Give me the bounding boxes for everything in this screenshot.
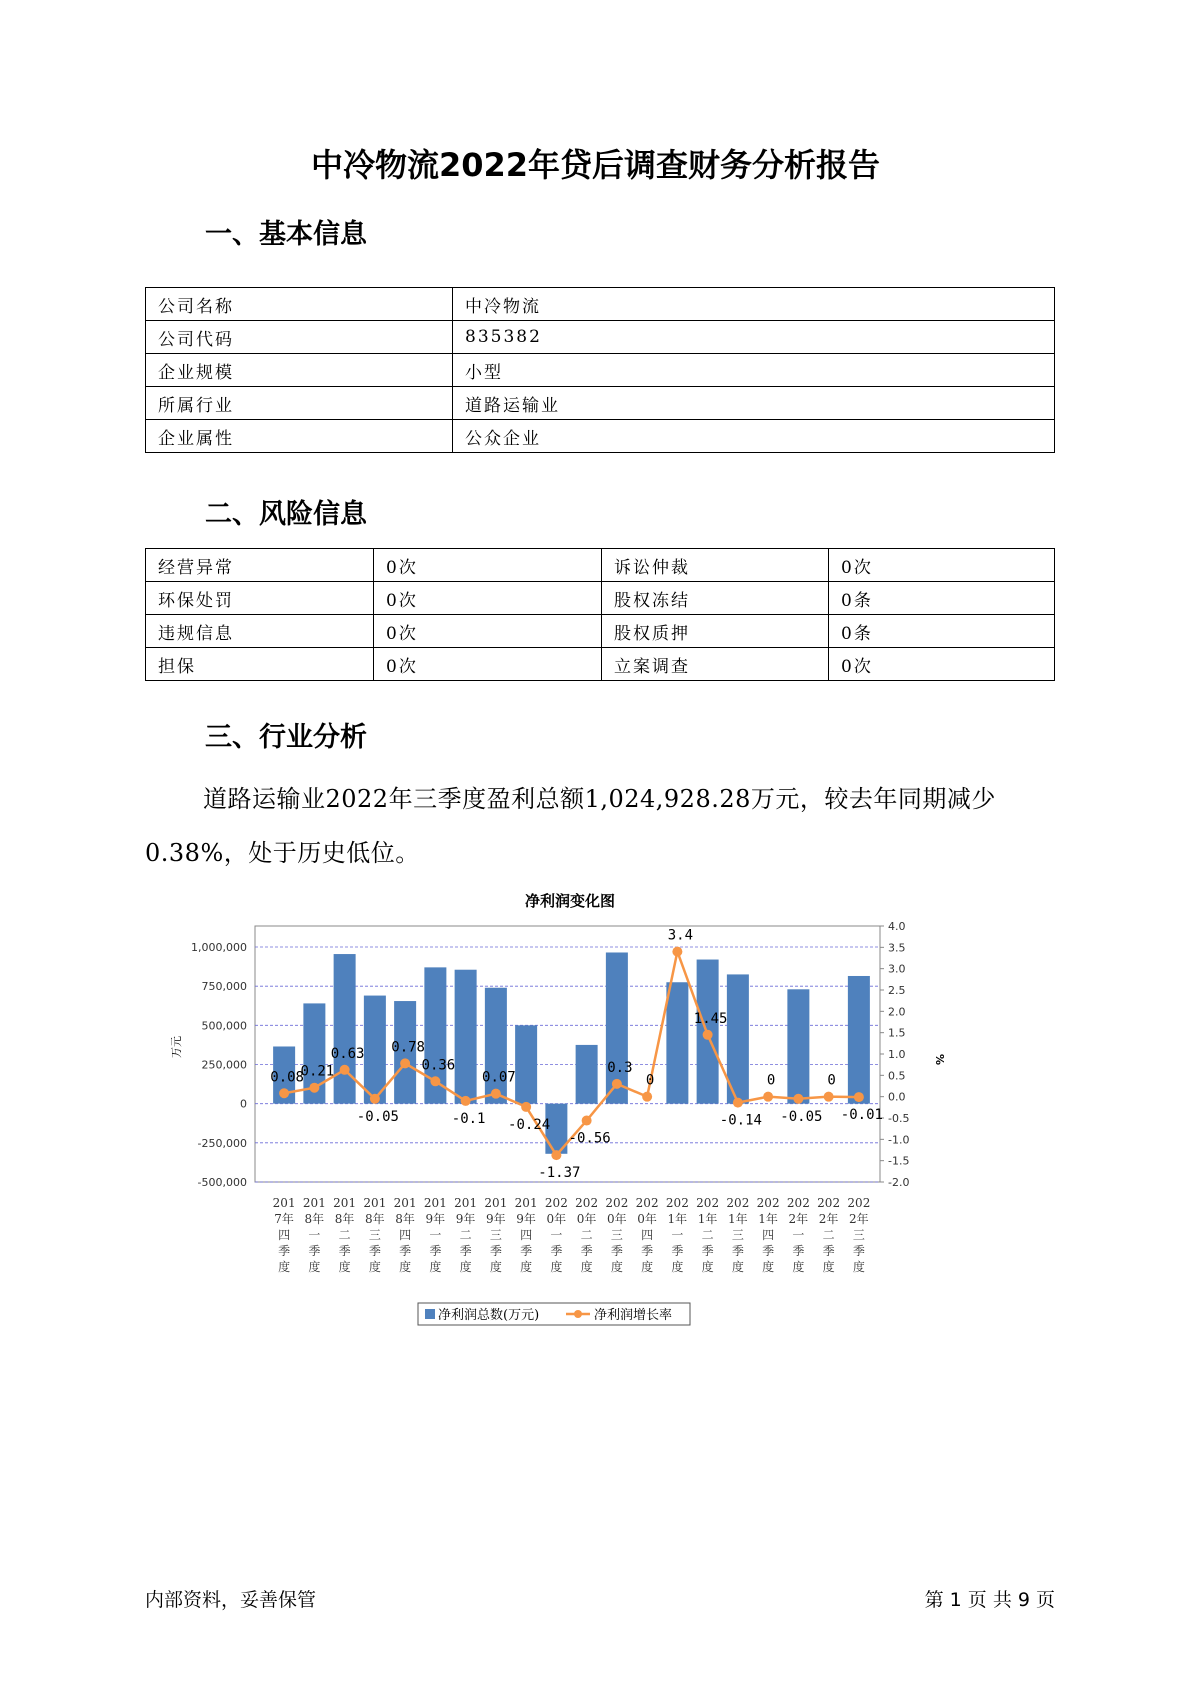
x-tick-label: 0年 [637, 1212, 657, 1226]
growth-data-label: 0.07 [482, 1069, 516, 1086]
growth-data-label: 0 [766, 1072, 776, 1089]
y-tick-label: 1,000,000 [191, 941, 247, 954]
x-tick-label: 季 [731, 1244, 744, 1258]
x-tick-label: 三 [368, 1228, 381, 1242]
x-tick-label: 三 [489, 1228, 502, 1242]
field-value: 中冷物流 [453, 288, 1055, 321]
field-value: 道路运输业 [453, 387, 1055, 420]
x-tick-label: 7年 [274, 1212, 294, 1226]
x-tick-label: 2年 [818, 1212, 839, 1226]
x-tick-label: 度 [610, 1260, 623, 1274]
growth-point [400, 1058, 410, 1068]
x-tick-label: 9年 [455, 1212, 476, 1226]
table-row [146, 549, 1055, 582]
field-value: 835382 [453, 321, 1055, 354]
x-tick-label: 度 [399, 1260, 412, 1274]
section-industry-heading: 三、行业分析 [205, 722, 367, 753]
field-label: 公司名称 [146, 288, 453, 321]
x-tick-label: 四 [520, 1228, 533, 1242]
footer-page-number: 第 1 页 共 9 页 [924, 1589, 1055, 1611]
y-tick-label: -250,000 [197, 1136, 247, 1150]
risk-label: 担保 [146, 648, 374, 681]
basic-info-table [145, 287, 1055, 453]
x-tick-label: 8年 [304, 1212, 325, 1226]
x-tick-label: 季 [792, 1244, 805, 1258]
x-tick-label: 季 [520, 1244, 533, 1258]
risk-label: 违规信息 [146, 615, 374, 648]
x-tick-label: 度 [852, 1260, 865, 1274]
chart-svg [170, 882, 970, 1342]
growth-point [763, 1092, 773, 1102]
x-tick-label: 季 [550, 1244, 563, 1258]
risk-value: 0次 [829, 549, 1055, 582]
x-tick-label: 201 [272, 1196, 296, 1210]
x-tick-label: 四 [762, 1228, 775, 1242]
bar [455, 970, 477, 1104]
x-tick-label: 季 [308, 1244, 321, 1258]
growth-data-label: -0.05 [356, 1108, 399, 1125]
x-tick-label: 8年 [395, 1212, 415, 1226]
x-tick-label: 201 [333, 1196, 357, 1210]
x-tick-label: 季 [368, 1244, 381, 1258]
x-tick-label: 201 [363, 1196, 387, 1210]
x-tick-label: 二 [580, 1228, 593, 1242]
growth-point [824, 1092, 834, 1102]
x-tick-label: 二 [459, 1228, 472, 1242]
x-tick-label: 度 [731, 1260, 744, 1274]
x-tick-label: 季 [852, 1244, 865, 1258]
x-tick-label: 9年 [425, 1212, 446, 1226]
x-tick-label: 202 [665, 1196, 689, 1210]
x-tick-label: 三 [610, 1228, 623, 1242]
x-tick-label: 度 [459, 1260, 472, 1274]
growth-data-label: -0.24 [508, 1116, 551, 1133]
x-tick-label: 202 [605, 1196, 629, 1210]
x-tick-label: 二 [338, 1228, 351, 1242]
x-tick-label: 一 [550, 1228, 563, 1242]
growth-point [672, 947, 682, 957]
bar [515, 1025, 537, 1103]
field-value: 公众企业 [453, 420, 1055, 453]
growth-point [309, 1083, 319, 1093]
bar [576, 1045, 598, 1104]
field-label: 企业规模 [146, 354, 453, 387]
field-value: 小型 [453, 354, 1055, 387]
growth-data-label: -0.14 [719, 1112, 762, 1129]
growth-data-label: -0.1 [451, 1110, 486, 1127]
net-profit-chart [170, 882, 970, 1342]
legend-line-marker [574, 1310, 582, 1318]
x-tick-label: 202 [847, 1196, 871, 1210]
x-tick-label: 8年 [365, 1212, 385, 1226]
industry-paragraph: 道路运输业2022年三季度盈利总额1,024,928.28万元，较去年同期减少0.38%，处于历史低位。 [145, 785, 996, 867]
x-tick-label: 1年 [667, 1212, 688, 1226]
growth-data-label: 3.4 [667, 927, 694, 944]
table-row [146, 288, 1055, 321]
x-tick-label: 1年 [728, 1212, 748, 1226]
legend-bar-swatch [425, 1309, 435, 1319]
x-tick-label: 9年 [486, 1212, 506, 1226]
x-tick-label: 度 [338, 1260, 351, 1274]
x-tick-label: 1年 [697, 1212, 718, 1226]
growth-data-label: 0 [827, 1072, 836, 1089]
y2-tick-label: 1.0 [888, 1048, 906, 1061]
table-row [146, 387, 1055, 420]
risk-value: 0次 [374, 615, 602, 648]
risk-label: 股权质押 [602, 615, 829, 648]
x-tick-label: 度 [762, 1260, 775, 1274]
bar [485, 988, 507, 1104]
growth-data-label: -0.56 [568, 1130, 611, 1147]
x-tick-label: 季 [701, 1244, 714, 1258]
y2-tick-label: 1.5 [888, 1026, 906, 1040]
x-tick-label: 四 [278, 1228, 291, 1242]
x-tick-label: 度 [368, 1260, 381, 1274]
growth-point [551, 1150, 561, 1160]
table-row [146, 615, 1055, 648]
y2-tick-label: -0.5 [888, 1112, 910, 1125]
risk-label: 立案调查 [602, 648, 829, 681]
x-tick-label: 202 [696, 1196, 720, 1210]
risk-value: 0条 [829, 582, 1055, 615]
risk-info-table [145, 548, 1055, 681]
y2-tick-label: 4.0 [888, 920, 906, 933]
report-title: 中冷物流2022年贷后调查财务分析报告 [310, 146, 881, 184]
growth-point [612, 1079, 622, 1089]
y-tick-label: 250,000 [201, 1058, 247, 1072]
x-tick-label: 一 [429, 1228, 442, 1242]
growth-point [370, 1094, 380, 1104]
x-tick-label: 9年 [516, 1212, 536, 1226]
y2-tick-label: 0.0 [888, 1090, 906, 1104]
bar [364, 996, 386, 1104]
field-label: 公司代码 [146, 321, 453, 354]
y-tick-label: 0 [240, 1097, 247, 1111]
x-tick-label: 度 [822, 1260, 835, 1274]
y2-tick-label: 3.0 [888, 962, 906, 976]
x-tick-label: 季 [610, 1244, 623, 1258]
growth-point [279, 1088, 289, 1098]
risk-value: 0次 [829, 648, 1055, 681]
y2-tick-label: 2.0 [888, 1005, 906, 1019]
x-tick-label: 202 [575, 1196, 599, 1210]
risk-label: 经营异常 [146, 549, 374, 582]
x-tick-label: 度 [701, 1260, 714, 1274]
footer-confidential: 内部资料，妥善保管 [145, 1589, 317, 1611]
field-label: 所属行业 [146, 387, 453, 420]
growth-data-label: 0.36 [421, 1057, 456, 1074]
risk-value: 0次 [374, 648, 602, 681]
x-tick-label: 202 [726, 1196, 750, 1210]
x-tick-label: 季 [762, 1244, 775, 1258]
x-tick-label: 一 [671, 1228, 684, 1242]
x-tick-label: 8年 [334, 1212, 355, 1226]
x-tick-label: 202 [786, 1196, 810, 1210]
x-tick-label: 一 [308, 1228, 321, 1242]
x-tick-label: 一 [792, 1228, 805, 1242]
growth-data-label: 0.08 [270, 1069, 304, 1086]
y-tick-label: -500,000 [197, 1176, 247, 1189]
growth-data-label: 0.78 [391, 1039, 425, 1056]
x-tick-label: 三 [852, 1228, 865, 1242]
growth-data-label: 1.45 [693, 1010, 728, 1027]
risk-value: 0次 [374, 549, 602, 582]
x-tick-label: 度 [520, 1260, 533, 1274]
y2-tick-label: 3.5 [888, 941, 906, 955]
x-tick-label: 季 [641, 1244, 654, 1258]
x-tick-label: 201 [423, 1196, 447, 1210]
x-tick-label: 二 [822, 1228, 835, 1242]
growth-point [582, 1116, 592, 1126]
y2-tick-label: -2.0 [888, 1176, 910, 1189]
risk-value: 0条 [829, 615, 1055, 648]
x-tick-label: 度 [489, 1260, 502, 1274]
x-tick-label: 季 [429, 1244, 442, 1258]
x-tick-label: 度 [550, 1260, 563, 1274]
section-risk-info-heading: 二、风险信息 [205, 499, 367, 530]
growth-point [430, 1076, 440, 1086]
x-tick-label: 0年 [607, 1212, 627, 1226]
x-tick-label: 度 [641, 1260, 654, 1274]
y-axis-label: 万元 [170, 1036, 183, 1058]
growth-data-label: 0.3 [607, 1059, 633, 1076]
y2-axis-label: % [933, 1054, 946, 1066]
x-tick-label: 季 [580, 1244, 593, 1258]
risk-label: 股权冻结 [602, 582, 829, 615]
bar [666, 982, 688, 1103]
growth-data-label: -0.01 [840, 1107, 883, 1124]
x-tick-label: 0年 [576, 1212, 597, 1226]
table-row [146, 354, 1055, 387]
x-tick-label: 四 [399, 1228, 412, 1242]
x-tick-label: 2年 [788, 1212, 809, 1226]
x-tick-label: 202 [817, 1196, 841, 1210]
x-tick-label: 季 [278, 1244, 291, 1258]
bar [848, 976, 870, 1104]
table-row [146, 582, 1055, 615]
x-tick-label: 201 [454, 1196, 478, 1210]
y2-tick-label: 2.5 [888, 984, 906, 997]
risk-label: 诉讼仲裁 [602, 549, 829, 582]
x-tick-label: 度 [278, 1260, 291, 1274]
growth-data-label: 0.21 [300, 1063, 335, 1080]
x-tick-label: 度 [671, 1260, 684, 1274]
growth-data-label: 0.63 [330, 1045, 365, 1062]
growth-point [491, 1089, 501, 1099]
x-tick-label: 季 [459, 1244, 472, 1258]
x-tick-label: 201 [484, 1196, 508, 1210]
x-tick-label: 202 [756, 1196, 780, 1210]
table-row [146, 648, 1055, 681]
section-basic-info-heading: 一、基本信息 [205, 219, 367, 250]
growth-point [703, 1030, 713, 1040]
x-tick-label: 201 [514, 1196, 538, 1210]
growth-point [793, 1094, 803, 1104]
y2-tick-label: -1.0 [888, 1133, 910, 1147]
growth-data-label: -1.37 [538, 1165, 581, 1182]
y2-tick-label: 0.5 [888, 1069, 906, 1083]
legend-bar-label: 净利润总数(万元) [438, 1308, 540, 1323]
x-tick-label: 度 [580, 1260, 593, 1274]
x-tick-label: 季 [671, 1244, 684, 1258]
x-tick-label: 季 [822, 1244, 835, 1258]
x-tick-label: 1年 [758, 1212, 778, 1226]
x-tick-label: 季 [338, 1244, 351, 1258]
risk-value: 0次 [374, 582, 602, 615]
chart-title: 净利润变化图 [524, 892, 616, 910]
x-tick-label: 202 [544, 1196, 568, 1210]
table-row [146, 321, 1055, 354]
x-tick-label: 2年 [849, 1212, 869, 1226]
x-tick-label: 201 [393, 1196, 417, 1210]
y-tick-label: 500,000 [201, 1019, 247, 1033]
growth-data-label: 0 [645, 1072, 655, 1089]
x-tick-label: 三 [731, 1228, 744, 1242]
growth-point [521, 1102, 531, 1112]
x-tick-label: 二 [701, 1228, 714, 1242]
x-tick-label: 度 [792, 1260, 805, 1274]
table-row [146, 420, 1055, 453]
bar [787, 989, 809, 1103]
risk-label: 环保处罚 [146, 582, 374, 615]
x-tick-label: 四 [641, 1228, 654, 1242]
legend-line-label: 净利润增长率 [594, 1308, 673, 1323]
x-tick-label: 度 [308, 1260, 321, 1274]
x-tick-label: 202 [635, 1196, 659, 1210]
growth-point [642, 1092, 652, 1102]
x-tick-label: 季 [489, 1244, 502, 1258]
x-tick-label: 度 [429, 1260, 442, 1274]
growth-point [340, 1065, 350, 1075]
x-tick-label: 季 [399, 1244, 412, 1258]
growth-point [733, 1098, 743, 1108]
x-tick-label: 0年 [546, 1212, 567, 1226]
bar [334, 954, 356, 1104]
y2-tick-label: -1.5 [888, 1154, 910, 1168]
y-tick-label: 750,000 [201, 980, 247, 994]
x-tick-label: 201 [302, 1196, 326, 1210]
growth-point [854, 1092, 864, 1102]
field-label: 企业属性 [146, 420, 453, 453]
growth-data-label: -0.05 [780, 1108, 823, 1125]
growth-point [461, 1096, 471, 1106]
